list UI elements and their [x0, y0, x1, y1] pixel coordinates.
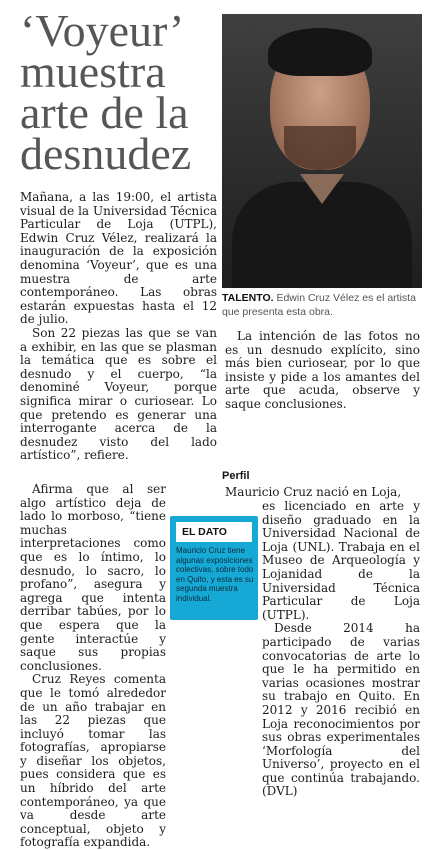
caption-label: TALENTO.	[222, 292, 274, 304]
el-dato-box	[170, 516, 258, 620]
el-dato-label: EL DATO	[176, 522, 252, 542]
paragraph-intro: Mañana, a las 19:00, el artista visual de la Universidad Técnica Particular de Loja (UTPL), Edwin Cruz Vélez, realizará la inauguración de la exposición denomina ‘Voyeur’, que es una muestra de arte contemporáneo. Las obras estarán expuestas hasta el 12 de julio.	[20, 190, 217, 327]
perfil-column	[262, 500, 420, 799]
perfil-heading: Perfil	[222, 470, 250, 482]
article-column-right	[225, 330, 420, 412]
photo-caption	[222, 291, 422, 319]
paragraph-intencion: La intención de las fotos no es un desnudo explícito, sino más bien curiosear, por lo que insiste y pide a los amantes del arte que acuda, observe y saque conclusiones.	[225, 329, 420, 411]
perfil-lead	[225, 486, 420, 500]
article-column-left	[20, 191, 217, 463]
el-dato-text: Mauricio Cruz tiene algunas exposiciones colectivas, sobre todo en Quito, y esta es su segunda muestra individual.	[176, 546, 254, 603]
paragraph-piezas: Son 22 piezas las que se van a exhibir, en las que se plasman la temática que es sobre el desnudo y el cuerpo, “la denominé Voyeur, porque significa mirar o curiosear. Lo que pretendo es generar una interrogante acerca de la desnudez visto del lado artístico”, refiere.	[20, 325, 217, 463]
headline: ‘Voyeur’ muestra arte de la desnudez	[20, 5, 192, 179]
paragraph-cruz-reyes: Cruz Reyes comenta que le tomó alrededor de un año trabajar en las 22 piezas que incluyó tomar las fotografías, apropiarse y diseñar los objetos, pues considera que es un híbrido del arte contemporáneo, ya que va desde arte conceptual, objeto y fotografía expandida.	[20, 672, 166, 850]
perfil-wrap-text: es licenciado en arte y diseño graduado en la Universidad Nacional de Loja (UNL). Trabaja en el Museo de Arqueología y Lojanidad de la Universidad Técnica Particular de Loja (UTPL).	[262, 499, 420, 622]
article-column-left-lower	[20, 483, 166, 850]
portrait-photo	[222, 14, 422, 288]
caption-text: Edwin Cruz Vélez es el artista que presenta esta obra.	[222, 292, 416, 318]
paragraph-afirma: Afirma que al ser algo artístico deja de lado lo morboso, “tiene muchas interpretaciones como que es lo íntimo, lo desnudo, lo sacro, lo profano”, asegura y agrega que intenta derribar tabúes, por lo que espera que la gente interactúe y saque sus propias conclusiones.	[20, 482, 166, 673]
perfil-lead-text: Mauricio Cruz nació en Loja,	[225, 485, 402, 499]
perfil-desde: Desde 2014 ha participado de varias convocatorias de arte lo que le ha permitido en varias ocasiones mostrar su trabajo en Quito. En 2012 y 2016 recibió en Loja reconocimientos por sus obras experimentales ‘Morfología del Universo’, proyecto en el que continúa trabajando. (DVL)	[262, 621, 420, 799]
